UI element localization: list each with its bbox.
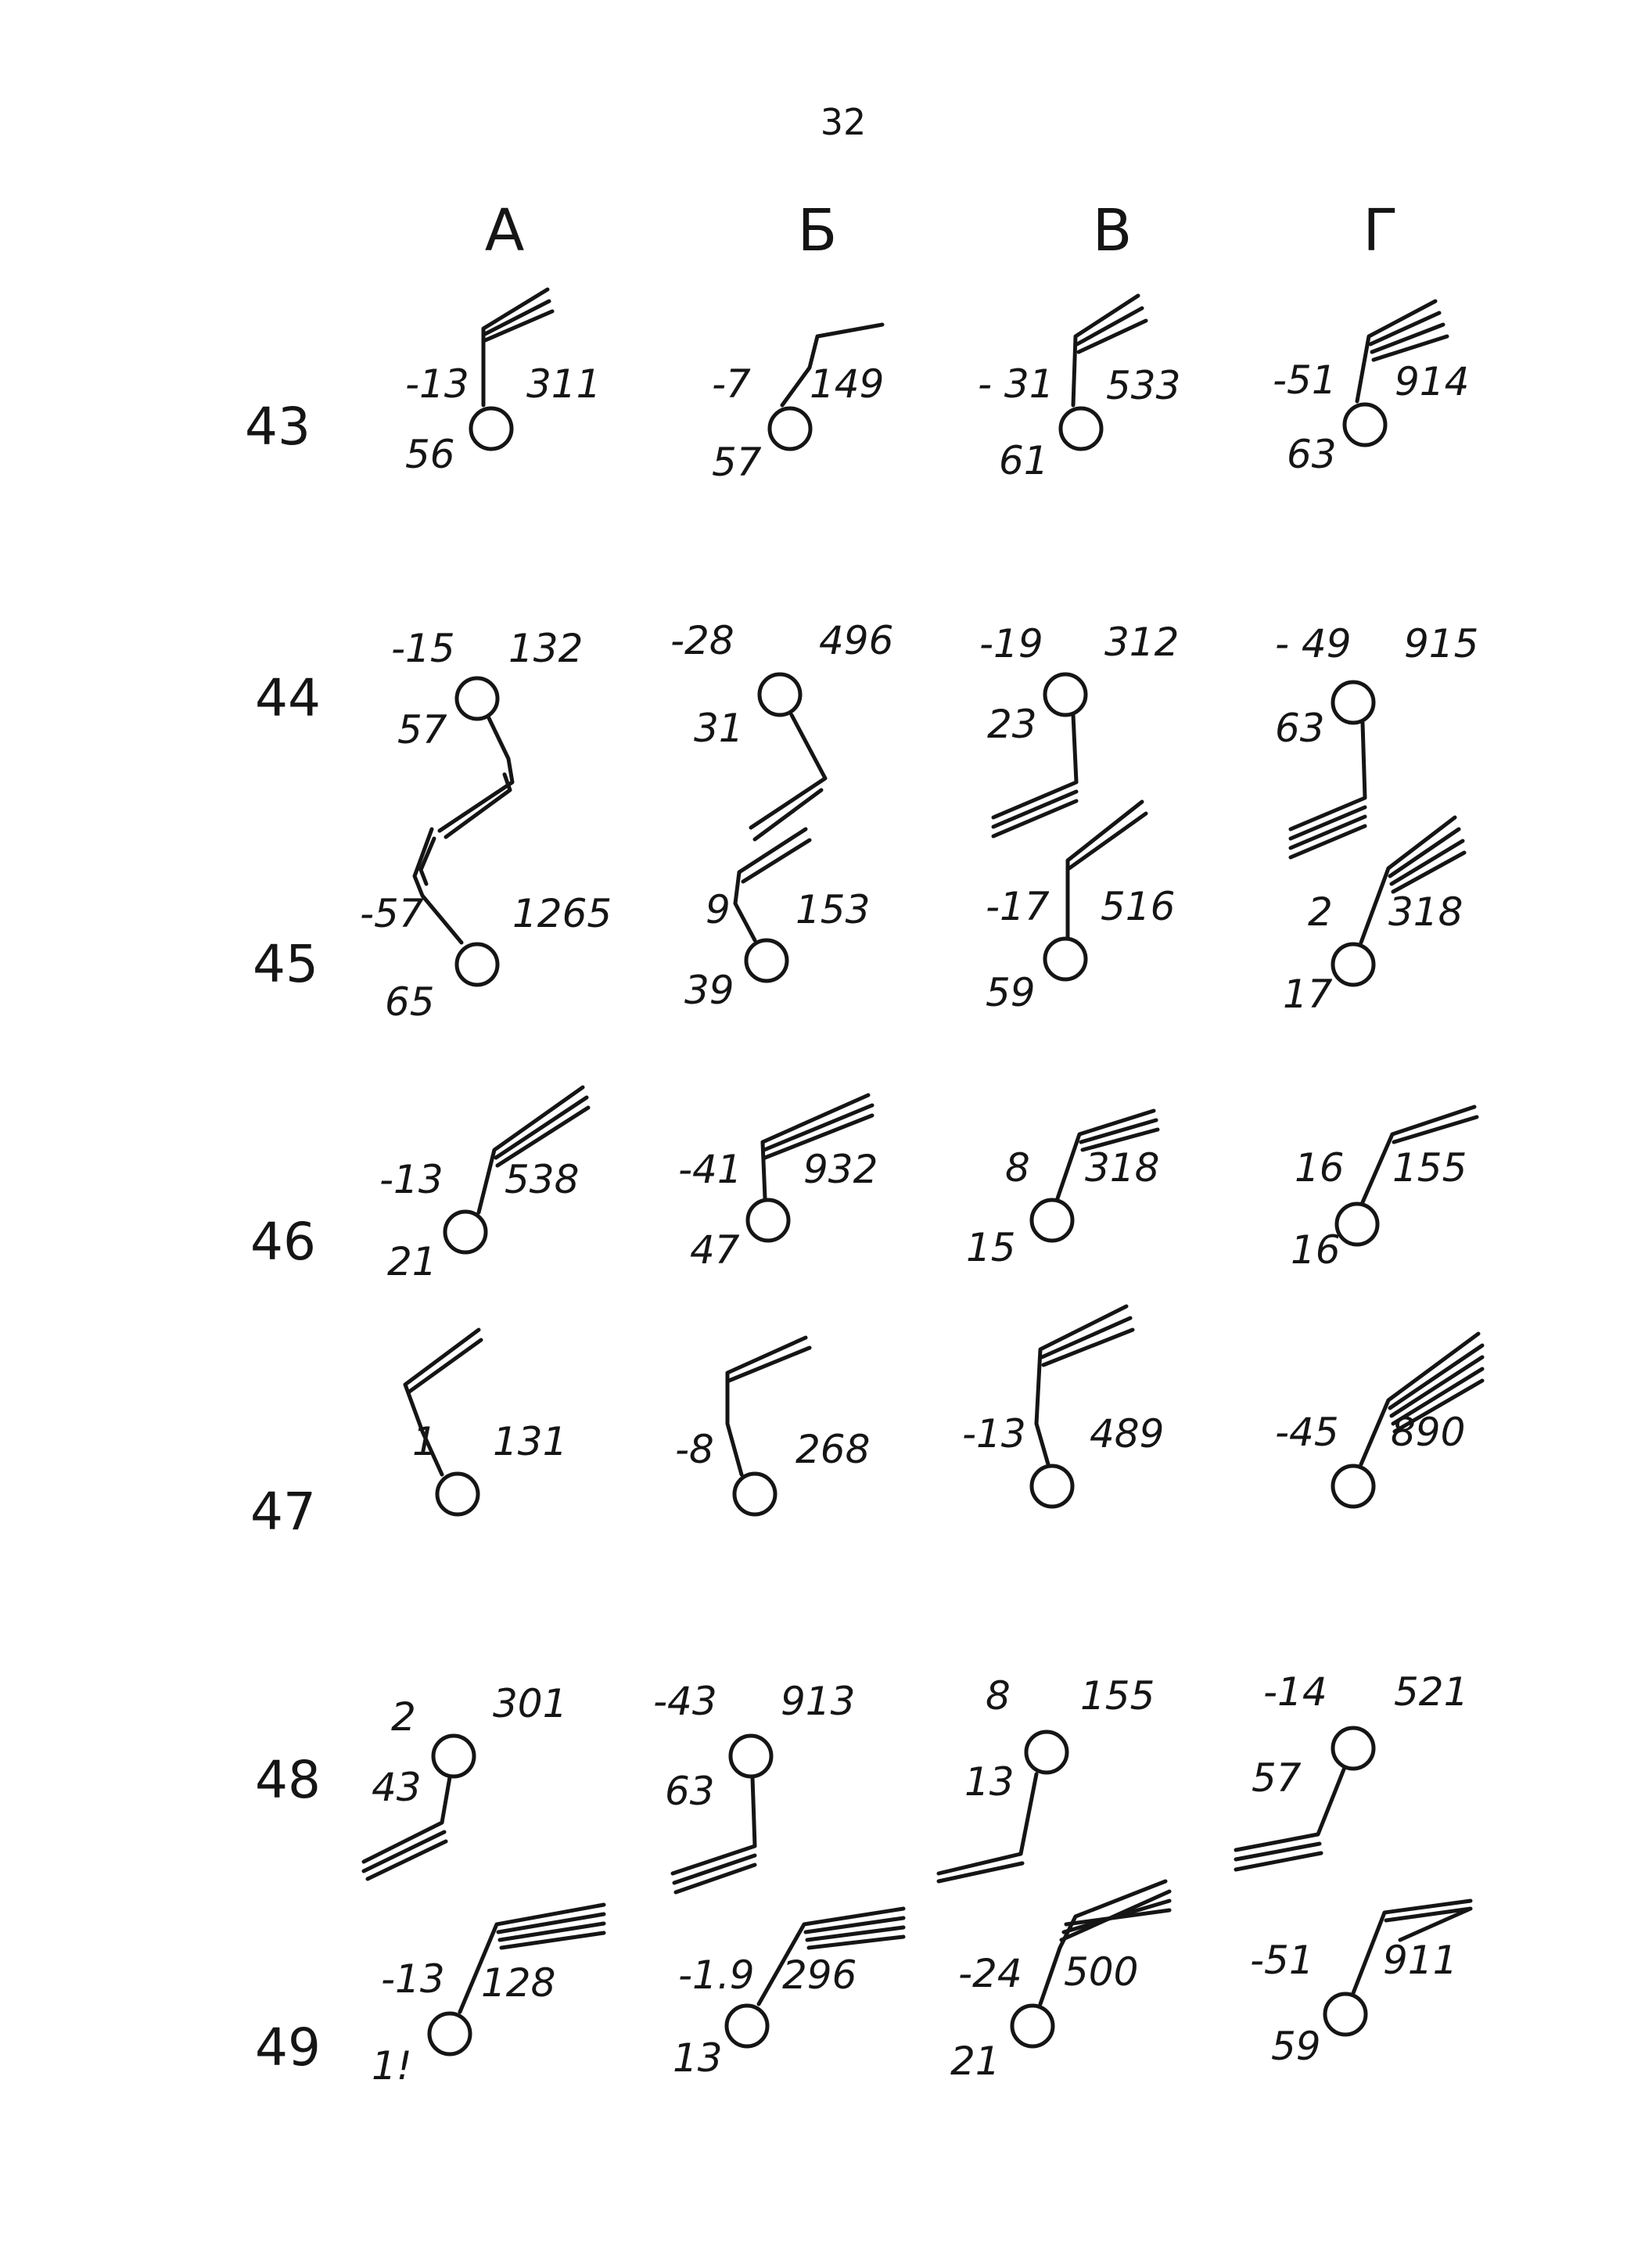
station-cloud-value: 65 xyxy=(385,979,435,1025)
station-model xyxy=(372,1905,604,2089)
page-number: 32 xyxy=(820,101,867,143)
station-model xyxy=(1291,1107,1477,1273)
station-model xyxy=(673,1909,903,2081)
station-temp-value: -13 xyxy=(405,361,469,407)
station-model xyxy=(1273,301,1469,477)
wind-barb-stroke xyxy=(1392,841,1463,884)
wind-barb-stroke xyxy=(755,790,821,839)
row-label-48: 48 xyxy=(255,1750,321,1810)
column-header-g: Г xyxy=(1363,197,1399,264)
station-model xyxy=(1236,1669,1468,1870)
station-pressure-value: 516 xyxy=(1101,884,1176,929)
station-pressure-value: 128 xyxy=(481,1960,556,2006)
station-pressure-value: 913 xyxy=(781,1679,856,1724)
station-temp-value: - 31 xyxy=(978,361,1054,407)
station-circle xyxy=(445,1212,486,1252)
station-model xyxy=(712,325,884,485)
station-pressure-value: 301 xyxy=(493,1681,568,1726)
wind-barb-stroke xyxy=(1386,1909,1471,1940)
station-cloud-value: 63 xyxy=(1287,432,1337,477)
station-pressure-value: 932 xyxy=(803,1147,878,1192)
wind-barb-stroke xyxy=(408,1340,481,1392)
station-cloud-value: 13 xyxy=(673,2035,723,2081)
station-temp-value: -24 xyxy=(958,1951,1022,1996)
station-temp-value: 9 xyxy=(706,887,731,932)
station-model xyxy=(962,1306,1164,1507)
station-model xyxy=(684,829,870,1013)
station-model xyxy=(405,289,601,477)
station-circle xyxy=(1333,944,1374,985)
station-pressure-value: 1265 xyxy=(512,891,612,936)
station-pressure-value: 500 xyxy=(1064,1949,1139,1995)
station-cloud-value: 21 xyxy=(950,2038,1000,2084)
station-circle xyxy=(1325,1994,1366,2035)
station-pressure-value: 149 xyxy=(810,361,885,407)
station-model xyxy=(939,1673,1155,1881)
station-cloud-value: 17 xyxy=(1283,972,1333,1017)
station-cloud-value: 21 xyxy=(387,1239,437,1284)
wind-barb-stroke xyxy=(496,1097,587,1158)
station-model xyxy=(678,1095,878,1273)
station-temp-value: 2 xyxy=(1308,889,1333,935)
station-circle xyxy=(1045,939,1086,979)
station-pressure-value: 489 xyxy=(1090,1411,1165,1457)
station-temp-value: -51 xyxy=(1250,1938,1314,1983)
row-label-49: 49 xyxy=(255,2017,321,2078)
wind-barb-stroke xyxy=(993,792,1076,827)
row-label-43: 43 xyxy=(245,397,311,457)
station-temp-value: -19 xyxy=(979,621,1043,666)
station-cloud-value: 13 xyxy=(964,1759,1015,1805)
wind-barb-stroke xyxy=(500,1924,604,1940)
wind-barb-stroke xyxy=(751,715,825,828)
station-cloud-value: 57 xyxy=(1252,1755,1302,1801)
station-cloud-value: 39 xyxy=(684,968,734,1013)
station-pressure-value: 521 xyxy=(1394,1669,1469,1715)
row-label-46: 46 xyxy=(250,1212,316,1272)
station-pressure-value: 318 xyxy=(1388,889,1463,935)
station-temp-value: -7 xyxy=(712,361,751,407)
station-temp-value: - 49 xyxy=(1275,621,1352,666)
station-temp-value: -13 xyxy=(381,1956,445,2002)
station-model xyxy=(653,1679,855,1892)
station-temp-value: -14 xyxy=(1263,1669,1327,1715)
station-cloud-value: 57 xyxy=(397,707,447,753)
station-cloud-value: 59 xyxy=(986,970,1036,1015)
station-cloud-value: 57 xyxy=(712,440,762,485)
station-circle xyxy=(770,408,810,449)
station-models xyxy=(360,289,1482,2089)
wind-barb-stroke xyxy=(1069,814,1146,868)
station-circle xyxy=(437,1474,478,1514)
station-temp-value: -28 xyxy=(670,618,734,663)
station-circle xyxy=(1333,1466,1374,1507)
station-temp-value: 8 xyxy=(1005,1145,1030,1191)
station-circle xyxy=(727,2006,767,2046)
station-model xyxy=(364,1681,567,1879)
station-circle xyxy=(746,940,787,981)
station-pressure-value: 132 xyxy=(508,626,584,671)
station-pressure-value: 131 xyxy=(493,1419,568,1464)
station-pressure-value: 155 xyxy=(1392,1145,1467,1191)
row-label-44: 44 xyxy=(255,668,321,728)
station-pressure-value: 296 xyxy=(782,1952,857,1998)
station-temp-value: -1.9 xyxy=(678,1952,755,1998)
station-temp-value: -57 xyxy=(360,891,424,936)
station-temp-value: -51 xyxy=(1273,357,1337,403)
station-model xyxy=(1275,1334,1482,1507)
station-temp-value: 16 xyxy=(1295,1145,1345,1191)
column-header-b: Б xyxy=(797,197,838,264)
station-pressure-value: 890 xyxy=(1391,1410,1466,1455)
station-temp-value: -15 xyxy=(391,626,455,671)
station-cloud-value: 56 xyxy=(405,432,455,477)
station-model xyxy=(986,802,1175,1015)
wind-barb-stroke xyxy=(993,801,1076,836)
wind-barb-stroke xyxy=(364,1832,444,1871)
station-pressure-value: 318 xyxy=(1085,1145,1160,1191)
station-circle xyxy=(457,944,497,985)
station-pressure-value: 268 xyxy=(795,1427,871,1472)
row-label-45: 45 xyxy=(253,934,318,994)
station-cloud-value: 23 xyxy=(987,702,1037,747)
station-model xyxy=(670,618,893,839)
station-circle xyxy=(1333,1728,1374,1769)
station-circle xyxy=(1026,1732,1067,1773)
station-model xyxy=(675,1338,870,1514)
station-temp-value: 8 xyxy=(986,1673,1011,1719)
station-circle xyxy=(1333,682,1374,723)
station-circle xyxy=(748,1200,788,1241)
station-pressure-value: 538 xyxy=(505,1157,580,1202)
station-pressure-value: 911 xyxy=(1383,1938,1458,1983)
station-cloud-value: 59 xyxy=(1271,2024,1321,2069)
row-labels xyxy=(245,397,321,2078)
station-temp-value: 1 xyxy=(412,1419,437,1464)
station-circle xyxy=(1345,404,1385,445)
station-cloud-value: 47 xyxy=(690,1227,740,1273)
wind-barb-stroke xyxy=(764,1105,872,1150)
station-pressure-value: 311 xyxy=(526,361,602,407)
station-cloud-value: 1! xyxy=(372,2043,412,2089)
station-temp-value: 2 xyxy=(391,1694,416,1740)
wind-barb-stroke xyxy=(498,1914,604,1932)
station-circle xyxy=(1337,1204,1377,1245)
column-headers xyxy=(485,197,1399,264)
station-circle xyxy=(1012,2006,1053,2046)
station-model xyxy=(978,296,1180,483)
column-header-a: А xyxy=(484,197,525,264)
station-circle xyxy=(1032,1200,1072,1241)
station-model xyxy=(391,626,583,837)
station-temp-value: -13 xyxy=(379,1157,444,1202)
station-model xyxy=(1250,1901,1471,2069)
wind-barb-stroke xyxy=(1390,829,1459,876)
station-circle xyxy=(1032,1466,1072,1507)
station-cloud-value: 43 xyxy=(372,1765,422,1810)
station-pressure-value: 153 xyxy=(795,887,871,932)
wind-barb-stroke xyxy=(501,1933,604,1948)
wind-barb-stroke xyxy=(727,1338,806,1475)
station-cloud-value: 15 xyxy=(966,1225,1016,1270)
station-pressure-value: 155 xyxy=(1080,1673,1155,1719)
station-circle xyxy=(760,674,800,715)
station-temp-value: -8 xyxy=(675,1427,714,1472)
station-circle xyxy=(731,1736,771,1776)
station-temp-value: -41 xyxy=(678,1147,742,1192)
station-circle xyxy=(433,1736,474,1776)
station-cloud-value: 63 xyxy=(665,1769,715,1814)
station-pressure-value: 496 xyxy=(819,618,894,663)
station-circle xyxy=(429,2013,470,2054)
station-circle xyxy=(1045,674,1086,715)
station-temp-value: -43 xyxy=(653,1679,717,1724)
station-pressure-value: 533 xyxy=(1106,363,1181,408)
station-cloud-value: 16 xyxy=(1291,1227,1341,1273)
station-model xyxy=(966,1111,1159,1270)
row-label-47: 47 xyxy=(250,1482,316,1542)
station-circle xyxy=(1061,408,1101,449)
station-circle xyxy=(457,678,497,719)
station-temp-value: -45 xyxy=(1275,1410,1339,1455)
wind-barb-stroke xyxy=(368,1841,446,1879)
column-header-v: В xyxy=(1092,197,1133,264)
station-temp-value: -13 xyxy=(962,1411,1026,1457)
station-model xyxy=(950,1881,1169,2084)
station-pressure-value: 915 xyxy=(1404,621,1479,666)
station-model xyxy=(979,620,1179,836)
station-model xyxy=(360,829,612,1025)
station-cloud-value: 31 xyxy=(694,706,744,751)
station-cloud-value: 61 xyxy=(999,438,1049,483)
station-model xyxy=(379,1087,588,1284)
station-circle xyxy=(471,408,512,449)
station-model xyxy=(405,1330,567,1514)
station-temp-value: -17 xyxy=(986,884,1050,929)
station-circle xyxy=(734,1474,775,1514)
station-pressure-value: 312 xyxy=(1104,620,1180,665)
station-cloud-value: 63 xyxy=(1275,706,1325,751)
station-pressure-value: 914 xyxy=(1395,359,1470,404)
